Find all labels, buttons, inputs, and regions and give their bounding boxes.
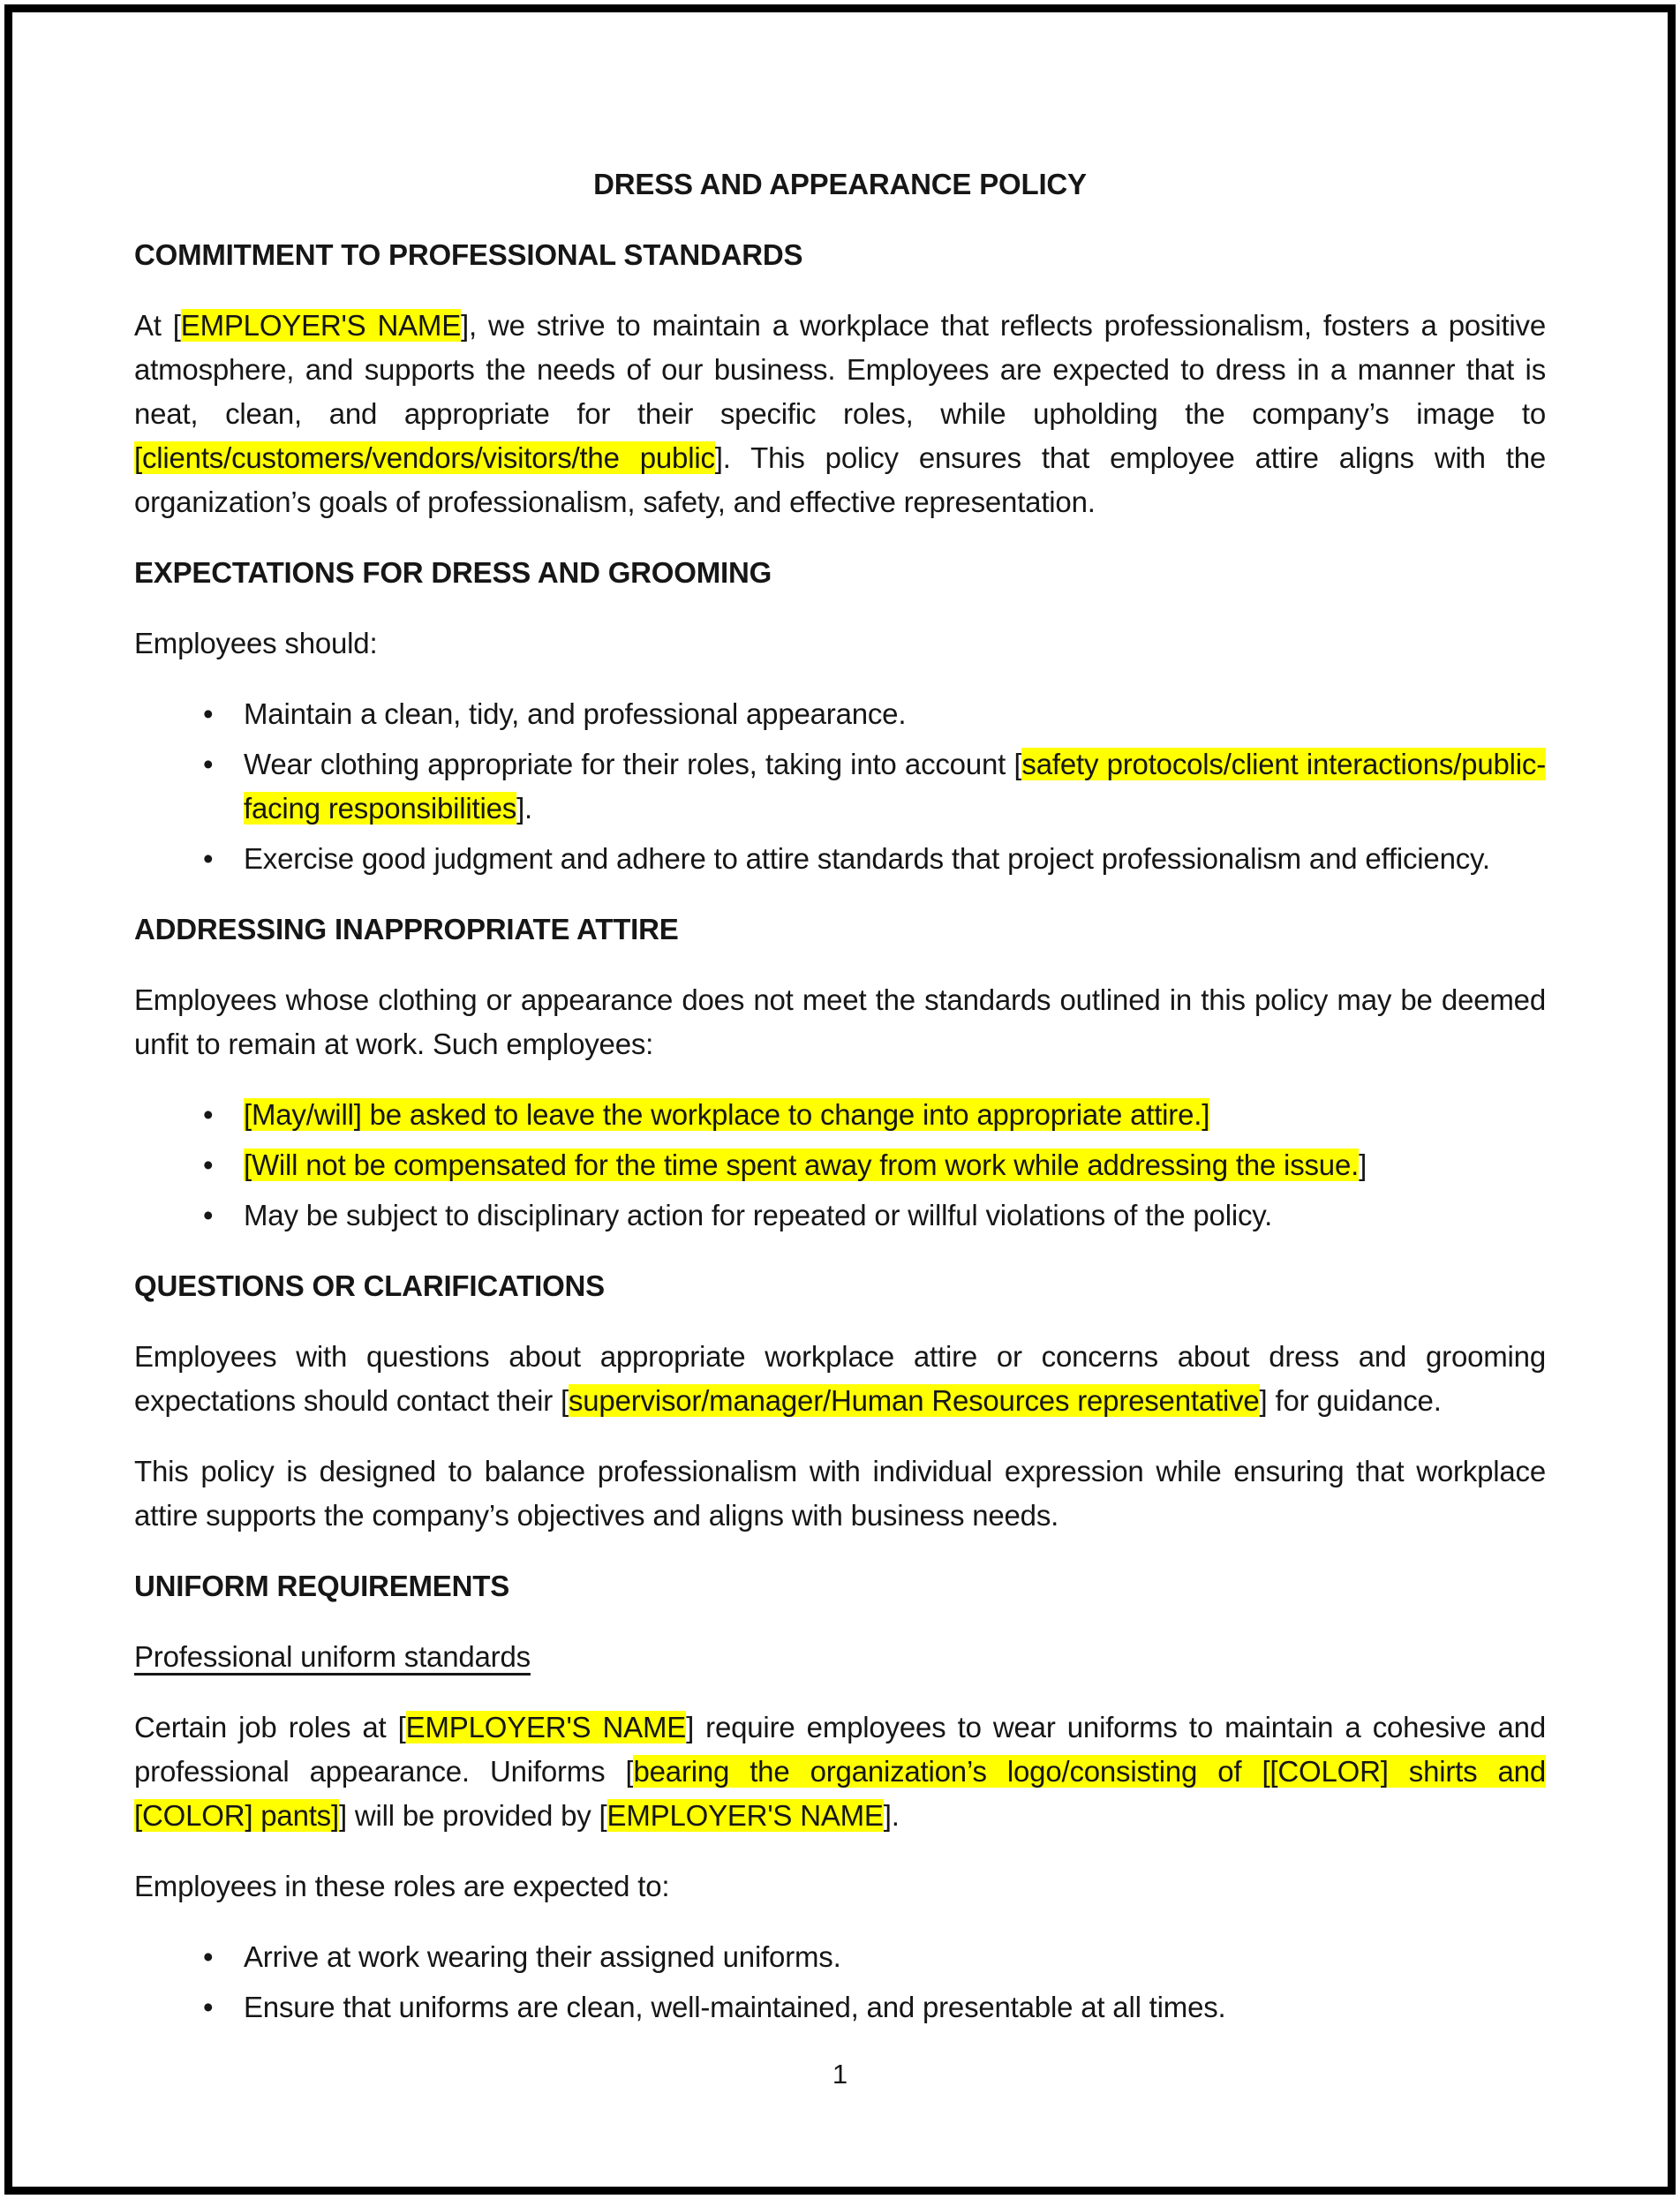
body-text: Maintain a clean, tidy, and professional appearance.	[244, 697, 907, 730]
list-item	[203, 1143, 1546, 1187]
highlighted-placeholder-text: [clients/customers/vendors/visitors/the public	[134, 441, 715, 474]
body-text: This policy is designed to balance professionalism with individual expression while ensuring that workplace attire supports the company’s objectives and aligns with business needs.	[134, 1455, 1546, 1532]
body-text: Certain job roles at [	[134, 1711, 406, 1743]
body-text: ], we strive to maintain a workplace that reflects professionalism, fosters a positive atmosphere, and supports the needs of our business. Employees are expected to dress in a manner that is neat, clean, and appropriate for their specific roles, while upholding the company’s image to	[134, 309, 1546, 430]
list-item	[203, 837, 1546, 881]
list-item	[203, 1194, 1546, 1238]
list-item	[203, 1935, 1546, 1979]
section-heading-uniform: UNIFORM REQUIREMENTS	[134, 1570, 510, 1602]
expectations-bullet-list	[134, 692, 1546, 881]
body-text: Employees with questions about appropriate workplace attire or concerns about dress and grooming expectations should contact their [	[134, 1340, 1546, 1417]
section-heading-questions: QUESTIONS OR CLARIFICATIONS	[134, 1269, 605, 1302]
body-text: ]. This policy ensures that employee attire aligns with the organization’s goals of professionalism, safety, and effective representation.	[134, 441, 1547, 518]
body-text: ] require employees to wear uniforms to maintain a cohesive and professional appearance. Uniforms [	[134, 1711, 1546, 1788]
uniform-bullet-list	[134, 1935, 1546, 2030]
highlighted-placeholder-text: safety protocols/client interactions/public-facing responsibilities	[244, 748, 1546, 825]
highlighted-placeholder-text: bearing the organization’s logo/consisting of [[COLOR] shirts and [COLOR] pants]	[134, 1755, 1546, 1832]
document-content	[134, 12, 1546, 2056]
list-item	[203, 1093, 1546, 1137]
paragraph-employees-should: Employees should:	[134, 627, 378, 659]
paragraph-roles-intro: Employees in these roles are expected to:	[134, 1870, 670, 1902]
body-text: ] for guidance.	[1259, 1384, 1442, 1417]
section-heading-commitment: COMMITMENT TO PROFESSIONAL STANDARDS	[134, 238, 803, 271]
highlighted-placeholder-text: EMPLOYER'S NAME	[180, 309, 462, 342]
paragraph-commitment	[134, 304, 1546, 524]
body-text: Arrive at work wearing their assigned uniforms.	[244, 1940, 841, 1973]
body-text: Wear clothing appropriate for their roles, taking into account [	[244, 748, 1022, 780]
list-item	[203, 1985, 1546, 2030]
body-text: May be subject to disciplinary action for repeated or willful violations of the policy.	[244, 1199, 1273, 1231]
list-item	[203, 692, 1546, 736]
body-text: ]	[1359, 1148, 1367, 1181]
highlighted-placeholder-text: supervisor/manager/Human Resources representative	[568, 1384, 1260, 1417]
highlighted-placeholder-text: EMPLOYER'S NAME	[405, 1711, 687, 1743]
subheading-professional-uniform-standards: Professional uniform standards	[134, 1640, 531, 1673]
document-title: DRESS AND APPEARANCE POLICY	[593, 168, 1087, 200]
body-text: ].	[516, 792, 532, 825]
highlighted-placeholder-text: EMPLOYER'S NAME	[606, 1799, 884, 1832]
body-text: At [	[134, 309, 181, 342]
section-heading-addressing: ADDRESSING INAPPROPRIATE ATTIRE	[134, 913, 679, 945]
paragraph-questions-contact	[134, 1335, 1546, 1423]
list-item	[203, 742, 1546, 831]
paragraph-uniform	[134, 1706, 1546, 1838]
addressing-bullet-list	[134, 1093, 1546, 1238]
body-text: Employees whose clothing or appearance does not meet the standards outlined in this policy may be deemed unfit to remain at work. Such employees:	[134, 983, 1546, 1060]
page-number: 1	[832, 2059, 848, 2090]
body-text: ] will be provided by [	[338, 1799, 607, 1832]
highlighted-placeholder-text: [Will not be compensated for the time spent away from work while addressing the issue.	[244, 1148, 1360, 1181]
section-heading-expectations: EXPECTATIONS FOR DRESS AND GROOMING	[134, 556, 772, 589]
paragraph-addressing	[134, 978, 1546, 1066]
body-text: Exercise good judgment and adhere to attire standards that project professionalism and efficiency.	[244, 842, 1490, 875]
body-text: Ensure that uniforms are clean, well-maintained, and presentable at all times.	[244, 1991, 1226, 2023]
body-text: ].	[883, 1799, 900, 1832]
highlighted-placeholder-text: [May/will] be asked to leave the workplace to change into appropriate attire.]	[244, 1098, 1210, 1131]
paragraph-policy-balance	[134, 1450, 1546, 1538]
